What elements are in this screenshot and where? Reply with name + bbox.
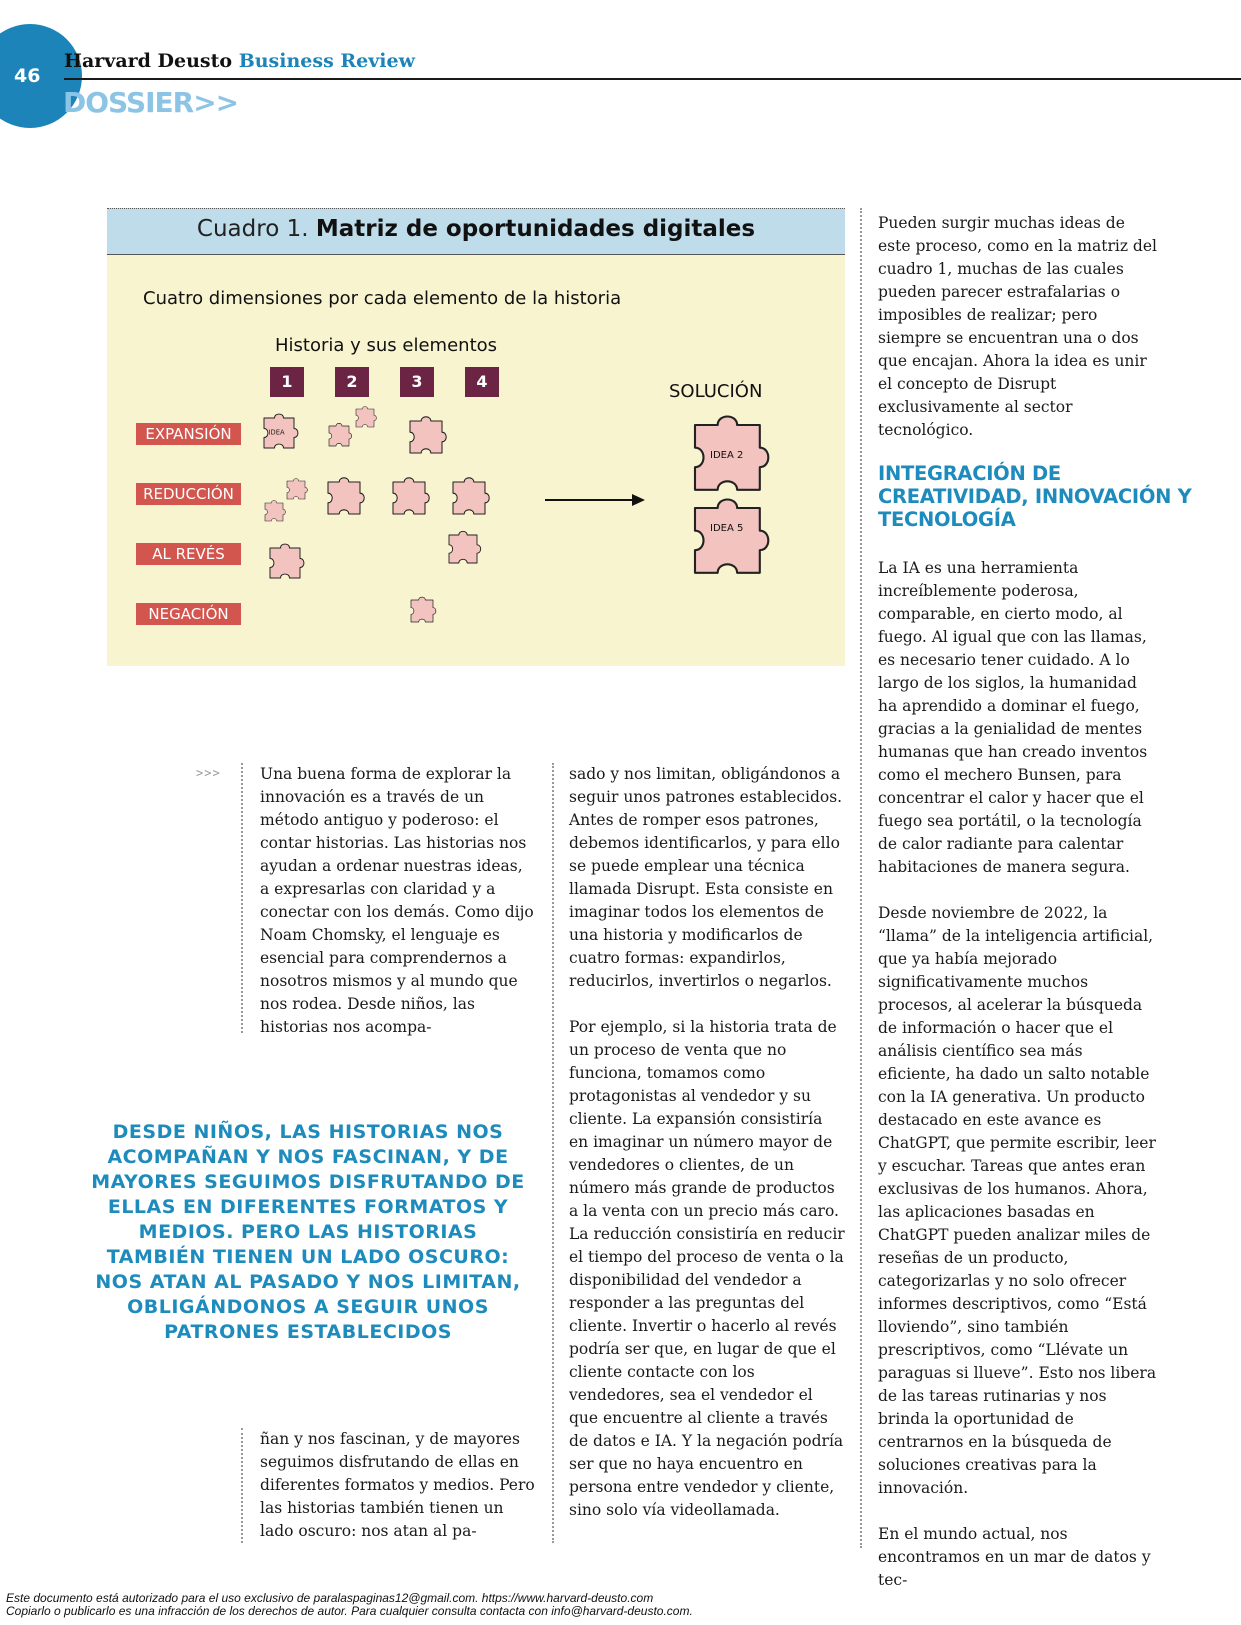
solution-piece-label-1: IDEA 2 — [710, 450, 744, 461]
paragraph: En el mundo actual, nos encontramos en un mar de datos y tec- — [878, 1525, 1151, 1589]
paragraph: Desde noviembre de 2022, la “llama” de la inteligencia artificial, que ya había mejorado significativamente muchos procesos, al acelerar la búsqueda de información o hacer que el análisis científico sea más eficiente, ha dado un salto notable con la IA generativa. Un producto destacado en este avance es ChatGPT, que permite escribir, leer y escuchar. Tareas que antes eran exclusivas de los humanos. Ahora, las aplicaciones basadas en ChatGPT pueden analizar miles de reseñas de un producto, categorizarlas y no solo ofrecer informes descriptivos, como “Está lloviendo”, sino también prescriptivos, como “Llévate un paraguas si llueve”. Esto nos libera de las tareas rutinarias y nos brinda la oportunidad de centrarnos en la búsqueda de soluciones creativas para la innovación. — [878, 904, 1157, 1497]
column-divider — [860, 208, 862, 1548]
pull-quote: DESDE NIÑOS, LAS HISTORIAS NOS ACOMPAÑAN Y NOS FASCINAN, Y DE MAYORES SEGUIMOS DISFRUTANDO DE ELLAS EN DIFERENTES FORMATOS Y MEDIOS. PERO LAS HISTORIAS TAMBIÉN TIENEN UN LADO OSCURO: NOS ATAN AL PASADO Y NOS LIMITAN, OBLIGÁNDONOS A SEGUIR UNOS PATRONES ESTABLECIDOS — [91, 1121, 525, 1343]
column-number-3: 3 — [400, 367, 434, 397]
puzzle-piece — [270, 544, 304, 578]
paragraph: Una buena forma de explorar la innovación es a través de un método antiguo y poderoso: el contar historias. Las historias nos ayudan a ordenar nuestras ideas, a expresarlas con claridad y a conectar con los demás. Como dijo Noam Chomsky, el lenguaje es esencial para comprendernos a nosotros mismos y al mundo que nos rodea. Desde niños, las historias nos acompa- — [260, 765, 534, 1036]
column-1-bottom — [260, 1428, 535, 1543]
puzzle-piece — [329, 423, 352, 446]
puzzle-piece — [264, 414, 298, 448]
brand-subtitle: Business Review — [238, 50, 415, 72]
column-3-top — [878, 212, 1158, 442]
continuation-marker: >>> — [196, 766, 221, 780]
column-1-top — [260, 763, 535, 1039]
puzzle-piece — [449, 531, 481, 563]
section-label: DOSSIER>> — [63, 86, 239, 119]
puzzle-piece — [328, 478, 364, 514]
puzzle-piece — [410, 417, 446, 453]
brand-name: Harvard Deusto — [64, 50, 233, 72]
page-number: 46 — [14, 65, 41, 87]
figure-title-prefix: Cuadro 1. — [196, 216, 309, 242]
solution-piece-label-2: IDEA 5 — [710, 523, 744, 534]
copyright-notice — [6, 1592, 693, 1618]
row-label-al-reves: AL REVÉS — [136, 543, 241, 565]
puzzle-piece-label: IDEA — [268, 428, 285, 437]
column-divider — [241, 763, 243, 1033]
row-label-expansion: EXPANSIÓN — [136, 423, 241, 445]
puzzle-piece — [411, 597, 436, 622]
column-number-4: 4 — [465, 367, 499, 397]
column-number-1: 1 — [270, 367, 304, 397]
figure-title-text: Matriz de oportunidades digitales — [315, 216, 756, 242]
column-divider — [552, 763, 554, 1543]
paragraph: Por ejemplo, si la historia trata de un proceso de venta que no funciona, tomamos como protagonistas al vendedor y su cliente. La expansión consistiría en imaginar un número mayor de vendedores o clientes, de un número más grande de productos a la venta con un precio más caro. La reducción consistiría en reducir el tiempo del proceso de venta o la disponibilidad del vendedor a responder a las preguntas del cliente. Invertir o hacerlo al revés podría ser que, en lugar de que el cliente contacte con los vendedores, sea el vendedor el que encuentre al cliente a través de datos e IA. Y la negación podría ser que no haya encuentro en persona entre vendedor y cliente, sino solo vía videollamada. — [569, 1018, 845, 1519]
puzzle-piece — [265, 501, 285, 521]
column-number-2: 2 — [335, 367, 369, 397]
paragraph: Pueden surgir muchas ideas de este proceso, como en la matriz del cuadro 1, muchas de las cuales pueden parecer estrafalarias o imposibles de realizar; pero siempre se encuentran una o dos que encajan. Ahora la idea es unir el concepto de Disrupt exclusivamente al sector tecnológico. — [878, 214, 1157, 439]
copyright-line-1: Este documento está autorizado para el uso exclusivo de paralaspaginas12@gmail.com. https://www.harvard-deusto.com — [6, 1591, 654, 1605]
paragraph: ñan y nos fascinan, y de mayores seguimos disfrutando de ellas en diferentes formatos y medios. Pero las historias también tienen un lado oscuro: nos atan al pa- — [260, 1430, 535, 1540]
solution-piece-idea-5 — [695, 499, 768, 572]
column-2 — [569, 763, 846, 1522]
puzzle-piece — [453, 478, 489, 514]
paragraph: La IA es una herramienta increíblemente poderosa, comparable, en cierto modo, al fuego. Al igual que con las llamas, es necesario tener cuidado. A lo largo de los siglos, la humanidad ha aprendido a dominar el fuego, gracias a la genialidad de mentes humanas que han creado inventos como el mechero Bunsen, para concentrar el calor y hacer que el fuego sea portátil, o la tecnología de calor radiante para calentar habitaciones de manera segura. — [878, 559, 1148, 876]
paragraph: sado y nos limitan, obligándonos a seguir unos patrones establecidos. Antes de romper esos patrones, debemos identificarlos, y para ello se puede emplear una técnica llamada Disrupt. Esta consiste en imaginar todos los elementos de una historia y modificarlos de cuatro formas: expandirlos, reducirlos, invertirlos o negarlos. — [569, 765, 843, 990]
columns-heading: Historia y sus elementos — [275, 335, 498, 356]
column-3-body — [878, 557, 1158, 1592]
solution-label: SOLUCIÓN — [669, 381, 763, 402]
puzzle-piece — [287, 479, 307, 499]
section-heading: INTEGRACIÓN DE CREATIVIDAD, INNOVACIÓN Y TECNOLOGÍA — [878, 462, 1192, 531]
row-label-reduccion: REDUCCIÓN — [136, 483, 241, 505]
row-label-negacion: NEGACIÓN — [136, 603, 241, 625]
puzzle-piece — [393, 478, 429, 514]
puzzle-piece — [356, 407, 376, 427]
copyright-line-2: Copiarlo o publicarlo es una infracción de los derechos de autor. Para cualquier consulta contacta con info@harvard-deusto.com. — [6, 1604, 693, 1618]
column-divider — [241, 1428, 243, 1543]
arrow-icon — [545, 494, 645, 506]
figure-subtitle: Cuatro dimensiones por cada elemento de la historia — [143, 288, 622, 309]
